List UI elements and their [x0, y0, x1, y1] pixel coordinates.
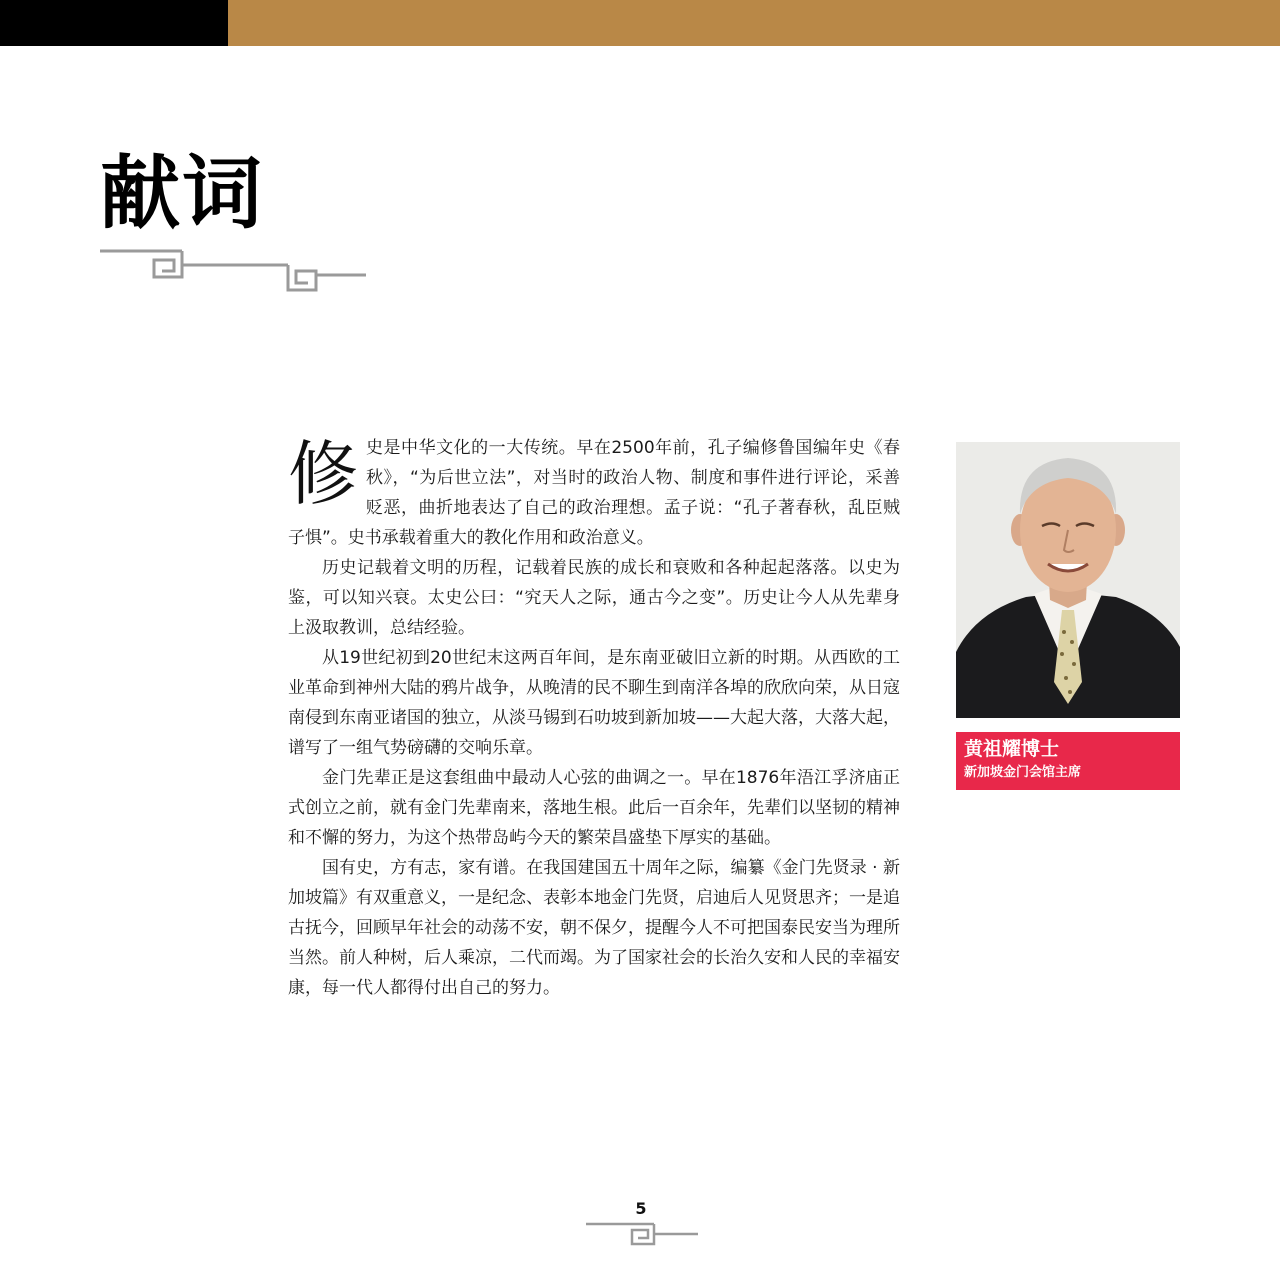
footer-fret-ornament — [586, 1216, 700, 1248]
header-bar-gold — [228, 0, 1280, 46]
person-title: 新加坡金门会馆主席 — [964, 765, 1082, 780]
portrait-illustration — [956, 442, 1180, 718]
paragraph-1-text: 史是中华文化的一大传统。早在2500年前，孔子编修鲁国编年史《春秋》，“为后世立法”，对当时的政治人物、制度和事件进行评论，采善贬恶，曲折地表达了自己的政治理想。孟子说：“孔子著春秋，乱臣贼子惧”。史书承载着重大的教化作用和政治意义。 — [288, 438, 900, 548]
title-fret-ornament — [100, 245, 370, 295]
drop-cap: 修 — [288, 433, 358, 515]
paragraph-4: 金门先辈正是这套组曲中最动人心弦的曲调之一。早在1876年浯江孚济庙正式创立之前，就有金门先辈南来，落地生根。此后一百余年，先辈们以坚韧的精神和不懈的努力，为这个热带岛屿今天的繁荣昌盛垫下厚实的基础。 — [288, 768, 900, 848]
portrait-photo — [956, 442, 1180, 718]
paragraph-2: 历史记载着文明的历程，记载着民族的成长和衰败和各种起起落落。以史为鉴，可以知兴衰。太史公曰：“究天人之际，通古今之变”。历史让今人从先辈身上汲取教训，总结经验。 — [288, 558, 900, 638]
page-number: 5 — [635, 1199, 647, 1218]
page-title: 献词 — [100, 147, 264, 240]
person-name: 黄祖耀博士 — [964, 738, 1060, 760]
header-bar-black — [0, 0, 228, 46]
paragraph-5: 国有史，方有志，家有谱。在我国建国五十周年之际，编纂《金门先贤录 · 新加坡篇》有双重意义，一是纪念、表彰本地金门先贤，启迪后人见贤思齐；一是追古抚今，回顾早年社会的动荡不安，朝不保夕，提醒今人不可把国泰民安当为理所当然。前人种树，后人乘凉，二代而竭。为了国家社会的长治久安和人民的幸福安康，每一代人都得付出自己的努力。 — [288, 858, 900, 998]
paragraph-1 — [288, 433, 900, 553]
dedication-text — [288, 433, 900, 1003]
paragraph-3: 从19世纪初到20世纪末这两百年间，是东南亚破旧立新的时期。从西欧的工业革命到神州大陆的鸦片战争，从晚清的民不聊生到南洋各埠的欣欣向荣，从日寇南侵到东南亚诸国的独立，从淡马锡到石叻坡到新加坡——大起大落，大落大起，谱写了一组气势磅礴的交响乐章。 — [288, 648, 900, 758]
portrait-caption — [956, 732, 1180, 790]
